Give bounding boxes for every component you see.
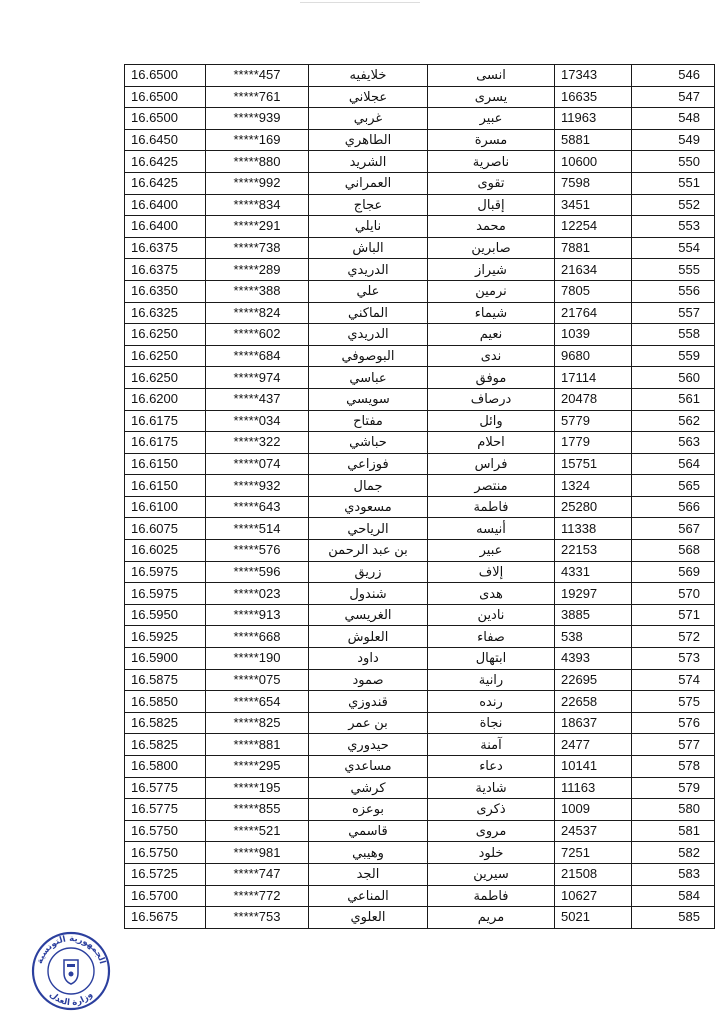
last-name-cell: عجاج <box>309 194 428 216</box>
last-name-cell: علي <box>309 280 428 302</box>
cin-cell: *****457 <box>206 65 309 87</box>
table-row <box>125 820 715 842</box>
last-name-cell: الغريسي <box>309 604 428 626</box>
table-row <box>125 302 715 324</box>
id-number-cell: 9680 <box>555 345 632 367</box>
id-number-cell: 7251 <box>555 842 632 864</box>
rank-cell: 551 <box>632 172 715 194</box>
score-cell: 16.6350 <box>125 280 206 302</box>
id-number-cell: 21508 <box>555 863 632 885</box>
id-number-cell: 5881 <box>555 129 632 151</box>
score-cell: 16.5675 <box>125 907 206 929</box>
score-cell: 16.6375 <box>125 237 206 259</box>
id-number-cell: 12254 <box>555 216 632 238</box>
cin-cell: *****824 <box>206 302 309 324</box>
table-row <box>125 604 715 626</box>
first-name-cell: صابرين <box>428 237 555 259</box>
score-cell: 16.5850 <box>125 691 206 713</box>
rank-cell: 584 <box>632 885 715 907</box>
rank-cell: 562 <box>632 410 715 432</box>
last-name-cell: حباشي <box>309 432 428 454</box>
id-number-cell: 3451 <box>555 194 632 216</box>
cin-cell: *****075 <box>206 669 309 691</box>
score-cell: 16.5700 <box>125 885 206 907</box>
first-name-cell: سيرين <box>428 863 555 885</box>
first-name-cell: أنيسه <box>428 518 555 540</box>
cin-cell: *****939 <box>206 108 309 130</box>
table-row <box>125 108 715 130</box>
cin-cell: *****747 <box>206 863 309 885</box>
first-name-cell: ابتهال <box>428 648 555 670</box>
rank-cell: 546 <box>632 65 715 87</box>
rank-cell: 549 <box>632 129 715 151</box>
id-number-cell: 10141 <box>555 756 632 778</box>
last-name-cell: عجلاني <box>309 86 428 108</box>
first-name-cell: انسى <box>428 65 555 87</box>
first-name-cell: شيراز <box>428 259 555 281</box>
score-cell: 16.6500 <box>125 108 206 130</box>
last-name-cell: مسعودي <box>309 496 428 518</box>
cin-cell: *****322 <box>206 432 309 454</box>
first-name-cell: ناصرية <box>428 151 555 173</box>
seal-top-text: الجمهورية التونسية <box>34 933 108 966</box>
first-name-cell: محمد <box>428 216 555 238</box>
first-name-cell: ندى <box>428 345 555 367</box>
cin-cell: *****291 <box>206 216 309 238</box>
last-name-cell: بوعزه <box>309 799 428 821</box>
rank-cell: 553 <box>632 216 715 238</box>
id-number-cell: 18637 <box>555 712 632 734</box>
id-number-cell: 1009 <box>555 799 632 821</box>
rank-cell: 564 <box>632 453 715 475</box>
table-row <box>125 453 715 475</box>
score-cell: 16.6325 <box>125 302 206 324</box>
table-row <box>125 237 715 259</box>
first-name-cell: عبير <box>428 540 555 562</box>
table-row <box>125 583 715 605</box>
table-row <box>125 712 715 734</box>
table-row <box>125 367 715 389</box>
first-name-cell: فاطمة <box>428 496 555 518</box>
rank-cell: 576 <box>632 712 715 734</box>
cin-cell: *****932 <box>206 475 309 497</box>
rank-cell: 556 <box>632 280 715 302</box>
table-row <box>125 65 715 87</box>
first-name-cell: نجاة <box>428 712 555 734</box>
cin-cell: *****437 <box>206 388 309 410</box>
seal-bottom-text: وزارة العدل <box>47 989 95 1009</box>
first-name-cell: شيماء <box>428 302 555 324</box>
id-number-cell: 22695 <box>555 669 632 691</box>
cin-cell: *****881 <box>206 734 309 756</box>
table-row <box>125 410 715 432</box>
table-row <box>125 734 715 756</box>
first-name-cell: نادين <box>428 604 555 626</box>
first-name-cell: إقبال <box>428 194 555 216</box>
table-row <box>125 540 715 562</box>
cin-cell: *****514 <box>206 518 309 540</box>
first-name-cell: آمنة <box>428 734 555 756</box>
first-name-cell: تقوى <box>428 172 555 194</box>
score-cell: 16.5825 <box>125 712 206 734</box>
first-name-cell: مريم <box>428 907 555 929</box>
score-cell: 16.5875 <box>125 669 206 691</box>
first-name-cell: نرمين <box>428 280 555 302</box>
score-cell: 16.6400 <box>125 194 206 216</box>
score-cell: 16.6250 <box>125 345 206 367</box>
id-number-cell: 1779 <box>555 432 632 454</box>
rank-cell: 566 <box>632 496 715 518</box>
last-name-cell: غربي <box>309 108 428 130</box>
id-number-cell: 4393 <box>555 648 632 670</box>
table-row <box>125 388 715 410</box>
id-number-cell: 20478 <box>555 388 632 410</box>
table-row <box>125 842 715 864</box>
first-name-cell: فراس <box>428 453 555 475</box>
seal-emblem-icon <box>64 960 78 984</box>
id-number-cell: 538 <box>555 626 632 648</box>
rank-cell: 571 <box>632 604 715 626</box>
last-name-cell: المناعي <box>309 885 428 907</box>
cin-cell: *****738 <box>206 237 309 259</box>
rank-cell: 557 <box>632 302 715 324</box>
seal-rings <box>33 933 109 1009</box>
first-name-cell: صفاء <box>428 626 555 648</box>
score-cell: 16.6500 <box>125 65 206 87</box>
id-number-cell: 7805 <box>555 280 632 302</box>
score-cell: 16.6200 <box>125 388 206 410</box>
table-row <box>125 756 715 778</box>
cin-cell: *****825 <box>206 712 309 734</box>
table-row <box>125 626 715 648</box>
id-number-cell: 19297 <box>555 583 632 605</box>
rank-cell: 560 <box>632 367 715 389</box>
id-number-cell: 25280 <box>555 496 632 518</box>
first-name-cell: مسرة <box>428 129 555 151</box>
last-name-cell: بن عبد الرحمن <box>309 540 428 562</box>
results-table-body <box>125 65 715 929</box>
last-name-cell: مساعدي <box>309 756 428 778</box>
id-number-cell: 1039 <box>555 324 632 346</box>
cin-cell: *****834 <box>206 194 309 216</box>
first-name-cell: مروى <box>428 820 555 842</box>
rank-cell: 563 <box>632 432 715 454</box>
score-cell: 16.6150 <box>125 453 206 475</box>
table-row <box>125 345 715 367</box>
id-number-cell: 21634 <box>555 259 632 281</box>
score-cell: 16.6025 <box>125 540 206 562</box>
rank-cell: 574 <box>632 669 715 691</box>
id-number-cell: 24537 <box>555 820 632 842</box>
last-name-cell: جمال <box>309 475 428 497</box>
score-cell: 16.5750 <box>125 842 206 864</box>
first-name-cell: وائل <box>428 410 555 432</box>
page-top-mark <box>300 2 420 3</box>
id-number-cell: 3885 <box>555 604 632 626</box>
score-cell: 16.5750 <box>125 820 206 842</box>
table-row <box>125 907 715 929</box>
id-number-cell: 21764 <box>555 302 632 324</box>
first-name-cell: موفق <box>428 367 555 389</box>
id-number-cell: 11963 <box>555 108 632 130</box>
score-cell: 16.5925 <box>125 626 206 648</box>
table-row <box>125 280 715 302</box>
id-number-cell: 5779 <box>555 410 632 432</box>
score-cell: 16.6450 <box>125 129 206 151</box>
last-name-cell: زريق <box>309 561 428 583</box>
id-number-cell: 22658 <box>555 691 632 713</box>
cin-cell: *****684 <box>206 345 309 367</box>
rank-cell: 570 <box>632 583 715 605</box>
id-number-cell: 11338 <box>555 518 632 540</box>
first-name-cell: عبير <box>428 108 555 130</box>
first-name-cell: شادية <box>428 777 555 799</box>
rank-cell: 572 <box>632 626 715 648</box>
id-number-cell: 10627 <box>555 885 632 907</box>
last-name-cell: العلوي <box>309 907 428 929</box>
score-cell: 16.6400 <box>125 216 206 238</box>
last-name-cell: عباسي <box>309 367 428 389</box>
cin-cell: *****772 <box>206 885 309 907</box>
cin-cell: *****023 <box>206 583 309 605</box>
cin-cell: *****195 <box>206 777 309 799</box>
rank-cell: 550 <box>632 151 715 173</box>
cin-cell: *****576 <box>206 540 309 562</box>
id-number-cell: 11163 <box>555 777 632 799</box>
table-row <box>125 777 715 799</box>
ministry-seal-stamp <box>30 930 112 1012</box>
score-cell: 16.5725 <box>125 863 206 885</box>
last-name-cell: وهيبي <box>309 842 428 864</box>
last-name-cell: كرشي <box>309 777 428 799</box>
table-row <box>125 216 715 238</box>
first-name-cell: فاطمة <box>428 885 555 907</box>
last-name-cell: العمراني <box>309 172 428 194</box>
score-cell: 16.5975 <box>125 561 206 583</box>
first-name-cell: إلاف <box>428 561 555 583</box>
rank-cell: 575 <box>632 691 715 713</box>
table-row <box>125 885 715 907</box>
last-name-cell: الرياحي <box>309 518 428 540</box>
cin-cell: *****668 <box>206 626 309 648</box>
rank-cell: 580 <box>632 799 715 821</box>
score-cell: 16.5825 <box>125 734 206 756</box>
score-cell: 16.5950 <box>125 604 206 626</box>
cin-cell: *****596 <box>206 561 309 583</box>
table-row <box>125 324 715 346</box>
last-name-cell: البوصوفي <box>309 345 428 367</box>
last-name-cell: فوزاعي <box>309 453 428 475</box>
score-cell: 16.6175 <box>125 432 206 454</box>
id-number-cell: 7881 <box>555 237 632 259</box>
table-row <box>125 475 715 497</box>
first-name-cell: ذكرى <box>428 799 555 821</box>
rank-cell: 558 <box>632 324 715 346</box>
id-number-cell: 1324 <box>555 475 632 497</box>
rank-cell: 561 <box>632 388 715 410</box>
score-cell: 16.6175 <box>125 410 206 432</box>
last-name-cell: الماكني <box>309 302 428 324</box>
rank-cell: 554 <box>632 237 715 259</box>
rank-cell: 583 <box>632 863 715 885</box>
rank-cell: 581 <box>632 820 715 842</box>
table-row <box>125 669 715 691</box>
score-cell: 16.5775 <box>125 777 206 799</box>
table-row <box>125 799 715 821</box>
last-name-cell: نايلي <box>309 216 428 238</box>
rank-cell: 568 <box>632 540 715 562</box>
table-row <box>125 518 715 540</box>
table-row <box>125 691 715 713</box>
table-row <box>125 648 715 670</box>
last-name-cell: الباش <box>309 237 428 259</box>
id-number-cell: 2477 <box>555 734 632 756</box>
cin-cell: *****074 <box>206 453 309 475</box>
last-name-cell: الدريدي <box>309 324 428 346</box>
score-cell: 16.5800 <box>125 756 206 778</box>
cin-cell: *****855 <box>206 799 309 821</box>
score-cell: 16.5775 <box>125 799 206 821</box>
score-cell: 16.6250 <box>125 324 206 346</box>
id-number-cell: 17343 <box>555 65 632 87</box>
score-cell: 16.6375 <box>125 259 206 281</box>
last-name-cell: الطاهري <box>309 129 428 151</box>
score-cell: 16.6500 <box>125 86 206 108</box>
rank-cell: 548 <box>632 108 715 130</box>
id-number-cell: 22153 <box>555 540 632 562</box>
rank-cell: 582 <box>632 842 715 864</box>
table-row <box>125 194 715 216</box>
score-cell: 16.6425 <box>125 172 206 194</box>
score-cell: 16.6075 <box>125 518 206 540</box>
score-cell: 16.6100 <box>125 496 206 518</box>
id-number-cell: 17114 <box>555 367 632 389</box>
table-row <box>125 863 715 885</box>
last-name-cell: خلايفيه <box>309 65 428 87</box>
id-number-cell: 4331 <box>555 561 632 583</box>
cin-cell: *****295 <box>206 756 309 778</box>
last-name-cell: داود <box>309 648 428 670</box>
last-name-cell: شندول <box>309 583 428 605</box>
first-name-cell: رانية <box>428 669 555 691</box>
rank-cell: 547 <box>632 86 715 108</box>
cin-cell: *****974 <box>206 367 309 389</box>
last-name-cell: بن عمر <box>309 712 428 734</box>
cin-cell: *****602 <box>206 324 309 346</box>
table-row <box>125 561 715 583</box>
rank-cell: 552 <box>632 194 715 216</box>
cin-cell: *****521 <box>206 820 309 842</box>
cin-cell: *****913 <box>206 604 309 626</box>
rank-cell: 579 <box>632 777 715 799</box>
table-row <box>125 151 715 173</box>
score-cell: 16.6150 <box>125 475 206 497</box>
id-number-cell: 7598 <box>555 172 632 194</box>
cin-cell: *****654 <box>206 691 309 713</box>
score-cell: 16.6425 <box>125 151 206 173</box>
rank-cell: 555 <box>632 259 715 281</box>
table-row <box>125 432 715 454</box>
last-name-cell: قندوزي <box>309 691 428 713</box>
cin-cell: *****761 <box>206 86 309 108</box>
first-name-cell: منتصر <box>428 475 555 497</box>
score-cell: 16.5975 <box>125 583 206 605</box>
rank-cell: 573 <box>632 648 715 670</box>
last-name-cell: صمود <box>309 669 428 691</box>
id-number-cell: 15751 <box>555 453 632 475</box>
rank-cell: 569 <box>632 561 715 583</box>
score-cell: 16.6250 <box>125 367 206 389</box>
last-name-cell: مفتاح <box>309 410 428 432</box>
rank-cell: 585 <box>632 907 715 929</box>
id-number-cell: 10600 <box>555 151 632 173</box>
first-name-cell: دعاء <box>428 756 555 778</box>
rank-cell: 578 <box>632 756 715 778</box>
first-name-cell: درصاف <box>428 388 555 410</box>
table-row <box>125 496 715 518</box>
cin-cell: *****388 <box>206 280 309 302</box>
table-row <box>125 86 715 108</box>
score-cell: 16.5900 <box>125 648 206 670</box>
cin-cell: *****289 <box>206 259 309 281</box>
table-row <box>125 172 715 194</box>
id-number-cell: 5021 <box>555 907 632 929</box>
rank-cell: 577 <box>632 734 715 756</box>
cin-cell: *****753 <box>206 907 309 929</box>
cin-cell: *****880 <box>206 151 309 173</box>
rank-cell: 565 <box>632 475 715 497</box>
cin-cell: *****034 <box>206 410 309 432</box>
cin-cell: *****992 <box>206 172 309 194</box>
last-name-cell: قاسمي <box>309 820 428 842</box>
last-name-cell: سويسي <box>309 388 428 410</box>
table-row <box>125 259 715 281</box>
first-name-cell: هدى <box>428 583 555 605</box>
last-name-cell: الجد <box>309 863 428 885</box>
last-name-cell: العلوش <box>309 626 428 648</box>
cin-cell: *****190 <box>206 648 309 670</box>
id-number-cell: 16635 <box>555 86 632 108</box>
cin-cell: *****643 <box>206 496 309 518</box>
last-name-cell: الدريدي <box>309 259 428 281</box>
last-name-cell: حيدوري <box>309 734 428 756</box>
first-name-cell: رنده <box>428 691 555 713</box>
cin-cell: *****981 <box>206 842 309 864</box>
first-name-cell: نعيم <box>428 324 555 346</box>
first-name-cell: احلام <box>428 432 555 454</box>
first-name-cell: يسرى <box>428 86 555 108</box>
rank-cell: 559 <box>632 345 715 367</box>
rank-cell: 567 <box>632 518 715 540</box>
results-table <box>124 64 715 929</box>
cin-cell: *****169 <box>206 129 309 151</box>
last-name-cell: الشريد <box>309 151 428 173</box>
first-name-cell: خلود <box>428 842 555 864</box>
table-row <box>125 129 715 151</box>
